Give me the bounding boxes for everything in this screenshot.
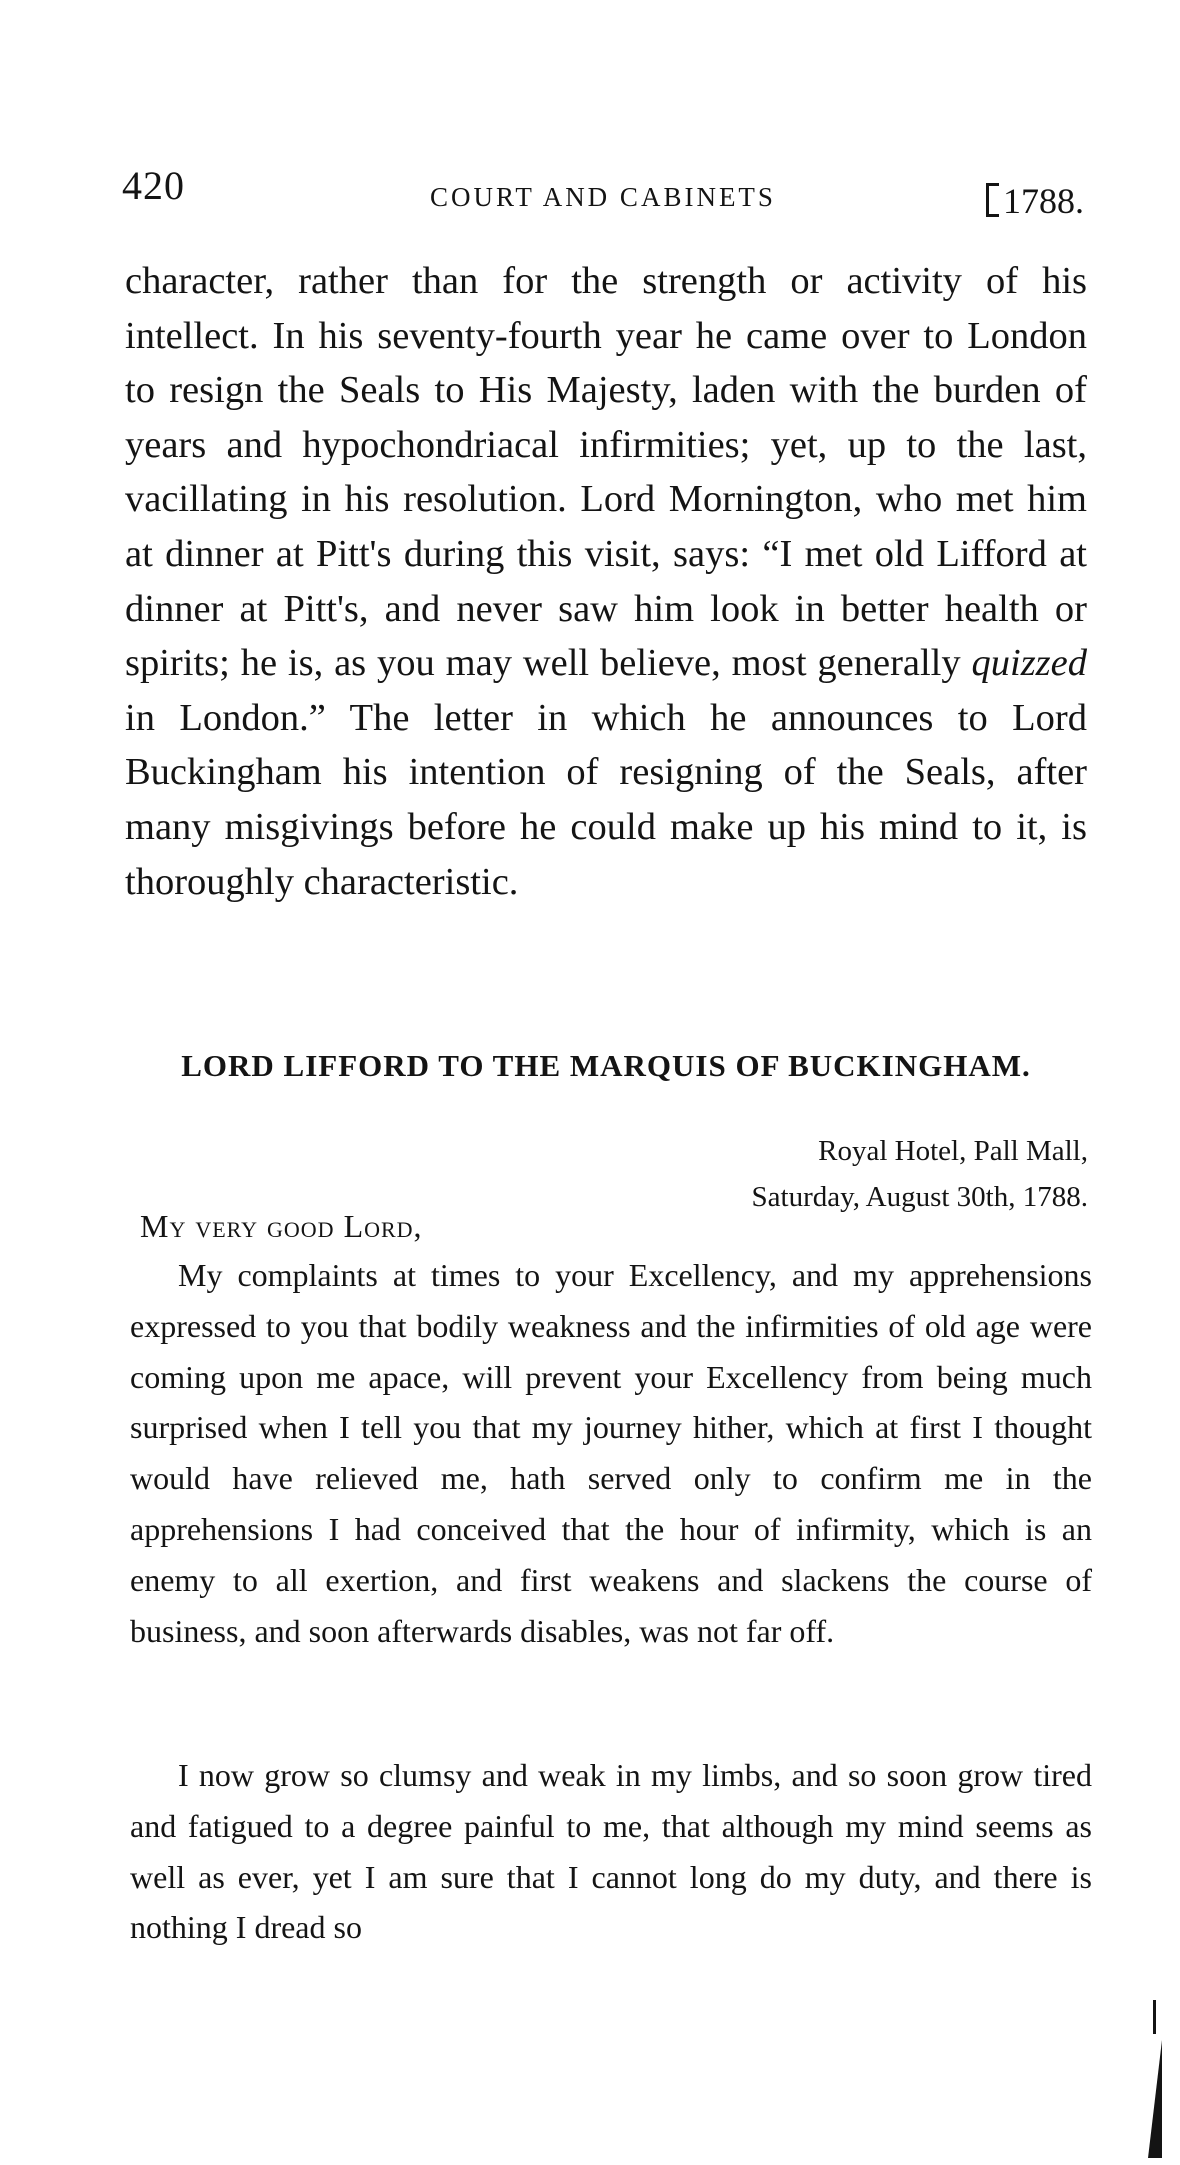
letter-salutation: My very good Lord, [140,1208,423,1244]
running-title: COURT AND CABINETS [430,182,776,212]
letter-paragraph-2: I now grow so clumsy and weak in my limbs, and so soon grow tired and fatigued to a degree painful to me, that although my mind seems as well as ever, yet I am sure that I cannot long do my duty, and there is nothing I dread so [130,1757,1092,1946]
bracket-mark [986,183,999,217]
body-emphasis: quizzed [971,642,1087,685]
body-text-after: in London.” The letter in which he announces to Lord Buckingham his intention of resigning of the Seals, after many misgivings before he could make up his mind to it, is thoroughly characteristic. [125,696,1087,903]
page-header [122,162,1084,222]
letter-dateline [752,1128,1088,1220]
body-text-before: character, rather than for the strength or activity of his intellect. In his seventy-fourth year he came over to London to resign the Seals to His Majesty, laden with the burden of years and hypochondriacal infirmities; yet, up to the last, vacillating in his resolution. Lord Mornington, who met him at dinner at Pitt's during this visit, says: “I met old Lifford at dinner at Pitt's, and never saw him look in better health or spirits; he is, as you may well believe, most generally [125,260,1087,685]
letter-paragraph-1: My complaints at times to your Excellency, and my apprehensions expressed to you that bodily weakness and the infirmities of old age were coming upon me apace, will prevent your Excellency from being much surprised when I tell you that my journey hither, which at first I thought would have relieved me, hath served only to confirm me in the apprehensions I had conceived that the hour of infirmity, which is an enemy to all exertion, and first weakens and slackens the course of business, and soon afterwards disables, was not far off. [130,1257,1092,1649]
header-year-text: 1788. [1003,181,1084,221]
page-number: 420 [122,163,185,208]
dateline-date: Saturday, August 30th, 1788. [751,1181,1088,1213]
letter-heading: LORD LIFFORD TO THE MARQUIS OF BUCKINGHAM. [181,1048,1031,1083]
header-year [986,180,1084,222]
margin-edge-mark [1148,2040,1162,2158]
dateline-place: Royal Hotel, Pall Mall, [818,1135,1088,1167]
margin-tick-mark [1153,2000,1156,2034]
body-paragraph [125,254,1087,909]
